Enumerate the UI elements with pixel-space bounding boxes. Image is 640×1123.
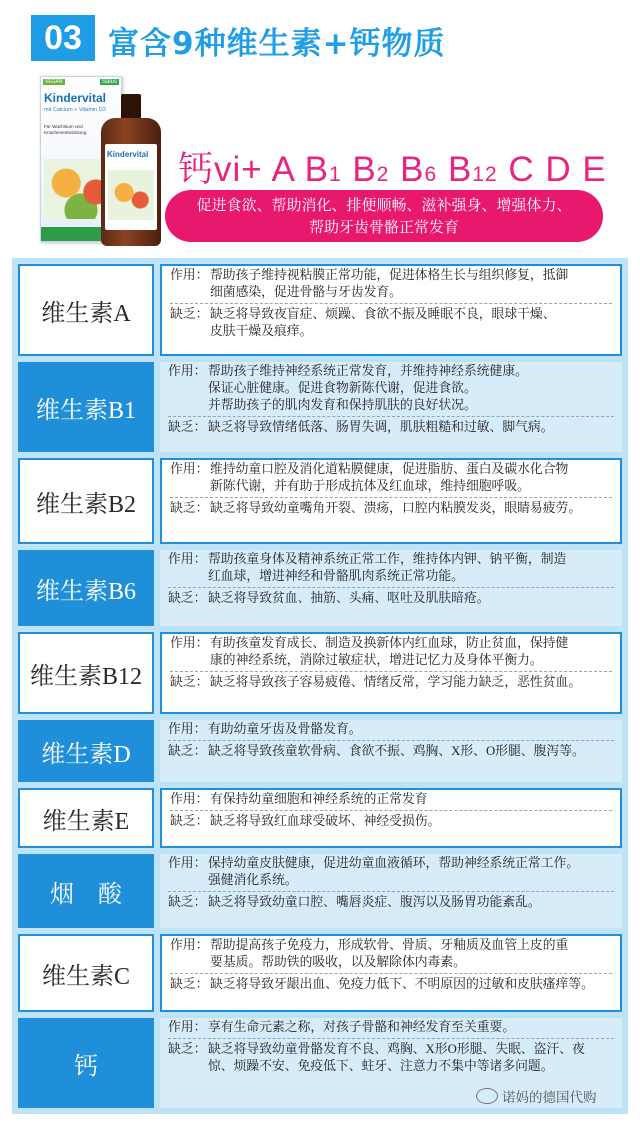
effect-text: 有助孩童发育成长、制造及换新体内红血球，防止贫血，保持健 康的神经系统，消除过敏症状，增进记忆力及身体平衡力。 [210,636,569,667]
row-content [160,720,622,782]
vegan-badge: VEGAN [45,79,63,85]
table-row [18,720,622,782]
section-number-badge: 03 [31,15,95,61]
effect-label: 作用： [170,462,209,476]
lack-text: 缺乏将导致孩子容易疲倦、情绪反常，学习能力缺乏，恶性贫血。 [210,675,582,689]
row-label: 钙 [18,1018,154,1108]
effect-text: 帮助提高孩子免疫力，形成软骨、骨质、牙釉质及血管上皮的重 要基质。帮助铁的吸收，以及解除体内毒素。 [210,938,569,969]
bottle-label-illustration [108,170,154,220]
product-description: Für Wachstum und Knochenentwicklung [44,124,87,135]
row-label: 维生素C [18,934,154,1012]
watermark [476,1086,597,1106]
effect-label: 作用： [170,792,209,806]
lack-label: 缺乏： [170,814,209,828]
effect-text: 保持幼童皮肤健康，促进幼童血液循环，帮助神经系统正常工作。 强健消化系统。 [208,856,580,887]
row-content [160,632,622,714]
lack-text: 缺乏将导致孩童软骨病、食欲不振、鸡胸、X形、O形腿、腹泻等。 [208,744,585,758]
lack-label: 缺乏： [168,420,207,434]
watermark-text: 诺妈的德国代购 [502,1090,597,1105]
lack-label: 缺乏： [170,307,209,321]
lack-label: 缺乏： [170,675,209,689]
row-label: 维生素B12 [18,632,154,714]
effect-label: 作用： [168,856,207,870]
row-label: 维生素B6 [18,550,154,626]
table-row [18,362,622,452]
lack-label: 缺乏： [168,591,207,605]
lack-text: 缺乏将导致红血球受破坏、神经受损伤。 [210,814,441,828]
brand-logo: Salus [101,79,117,85]
product-subtitle: mit Calcium + Vitamin D3 [44,107,106,113]
row-label: 维生素B2 [18,458,154,544]
effect-label: 作用： [168,1020,207,1034]
effect-text: 有保持幼童细胞和神经系统的正常发育 [210,792,428,806]
lack-label: 缺乏： [168,895,207,909]
effect-label: 作用： [170,938,209,952]
lack-label: 缺乏： [170,977,209,991]
wechat-icon [476,1088,498,1104]
vitamin-list-line: 钙vi+ A B1 B2 B6 B12 C D E [178,150,607,189]
lack-label: 缺乏： [168,1042,207,1056]
row-content [160,264,622,356]
table-row [18,632,622,714]
row-label: 烟 酸 [18,854,154,928]
effect-label: 作用： [170,268,209,282]
row-label: 维生素A [18,264,154,356]
page-title: 富含9种维生素+钙物质 [108,26,446,62]
lack-text: 缺乏将导致幼童口腔、嘴唇炎症、腹泻以及肠胃功能紊乱。 [208,895,541,909]
table-row [18,264,622,356]
lack-text: 缺乏将导致幼童骨骼发育不良、鸡胸、X形O形腿、失眠、盗汗、夜 惊、烦躁不安、免疫低下、蛀牙、注意力不集中等诸多问题。 [208,1042,585,1073]
row-content [160,854,622,928]
lack-label: 缺乏： [170,501,209,515]
bottle-label-name: Kindervital [107,150,149,159]
effect-label: 作用： [168,552,207,566]
effect-text: 帮助孩子维持视粘膜正常功能，促进体格生长与组织修复，抵御 细菌感染，促进骨骼与牙齿发育。 [210,268,569,299]
benefits-banner [165,190,603,242]
effect-text: 帮助孩子维持神经系统正常发育，并维持神经系统健康。 保证心脏健康。促进食物新陈代谢，促进食欲。 并帮助孩子的肌肉发育和保持肌肤的良好状况。 [208,364,528,412]
table-row [18,788,622,848]
row-content [160,788,622,848]
row-label: 维生素D [18,720,154,782]
lack-text: 缺乏将导致夜盲症、烦躁、食欲不振及睡眠不良，眼球干燥、 皮肤干燥及痕痒。 [210,307,556,338]
effect-label: 作用： [168,364,207,378]
benefits-line-2: 帮助牙齿骨骼正常发育 [308,218,459,236]
product-name: Kindervital [44,91,107,105]
effect-text: 帮助孩童身体及精神系统正常工作，维持体内钾、钠平衡，制造 红血球，增进神经和骨骼肌肉系统正常功能。 [208,552,567,583]
effect-label: 作用： [170,636,209,650]
lack-text: 缺乏将导致幼童嘴角开裂、溃疡，口腔内粘膜发炎，眼睛易疲劳。 [210,501,582,515]
lack-label: 缺乏： [168,744,207,758]
effect-text: 维持幼童口腔及消化道粘膜健康，促进脂肪、蛋白及碳水化合物 新陈代谢，并有助于形成抗体及红血球，维持细胞呼吸。 [210,462,569,493]
product-bottle-image [98,94,164,246]
vitamin-table [12,258,628,1114]
benefits-line-1: 促进食欲、帮助消化、排便顺畅、滋补强身、增强体力、 [196,196,572,214]
row-content [160,550,622,626]
table-row [18,854,622,928]
row-content [160,934,622,1012]
effect-label: 作用： [168,722,207,736]
table-row [18,550,622,626]
bottle-cap [121,94,141,120]
effect-text: 享有生命元素之称，对孩子骨骼和神经发育至关重要。 [208,1020,516,1034]
row-label: 维生素B1 [18,362,154,452]
lack-text: 缺乏将导致情绪低落、肠胃失调，肌肤粗糙和过敏、脚气病。 [208,420,554,434]
row-content [160,362,622,452]
table-row [18,458,622,544]
lack-text: 缺乏将导致贫血、抽筋、头痛、呕吐及肌肤暗疮。 [208,591,490,605]
row-label: 维生素E [18,788,154,848]
lack-text: 缺乏将导致牙龈出血、免疫力低下、不明原因的过敏和皮肤瘙痒等。 [210,977,594,991]
effect-text: 有助幼童牙齿及骨骼发育。 [208,722,362,736]
table-row [18,934,622,1012]
row-content [160,458,622,544]
